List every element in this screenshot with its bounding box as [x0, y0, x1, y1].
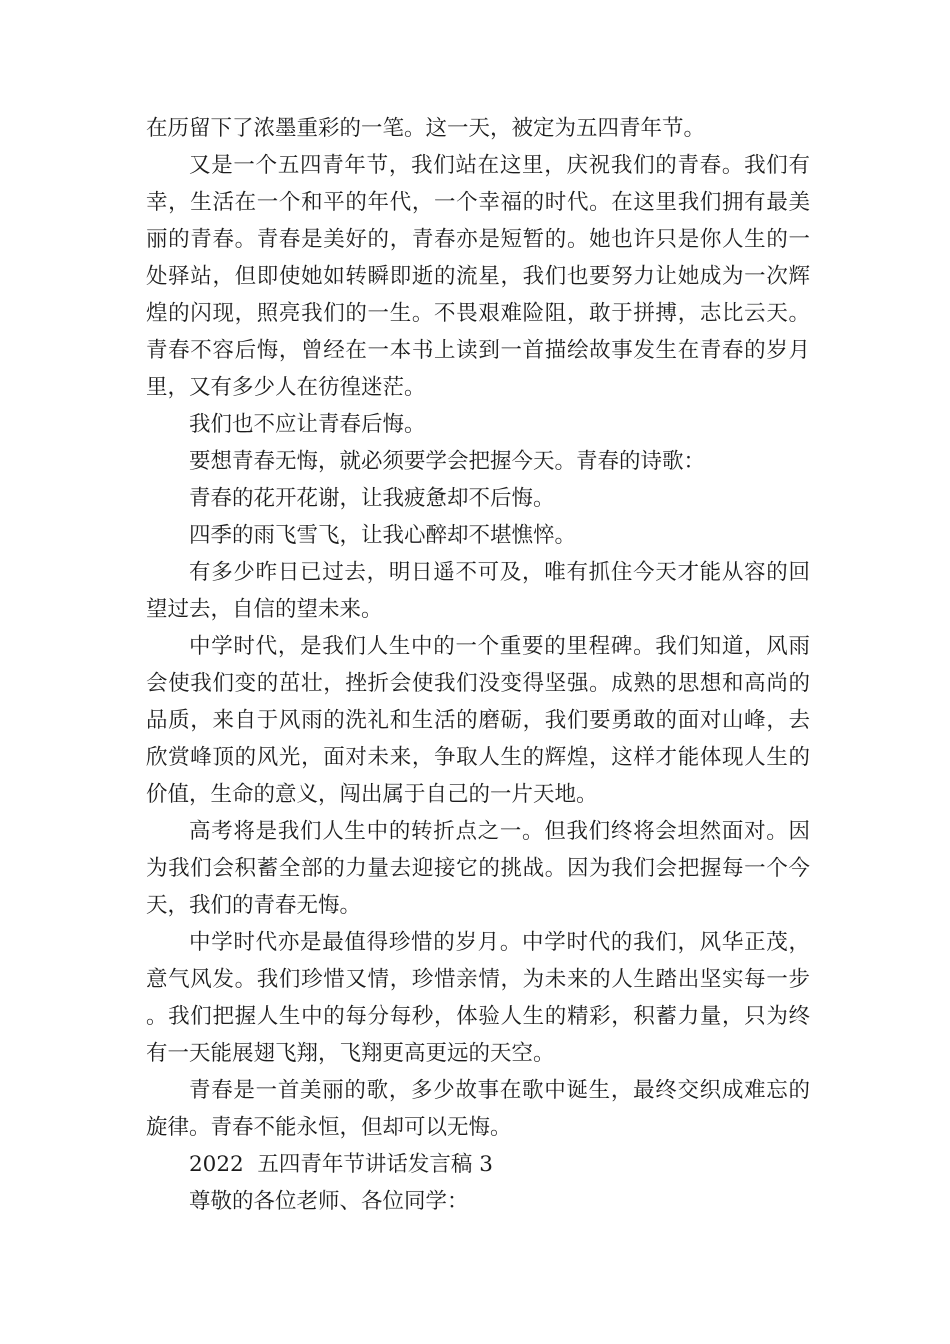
poem-line-1: 青春的花开花谢，让我疲惫却不后悔。 — [189, 486, 555, 511]
paragraph-6: 中学时代，是我们人生中的一个重要的里程碑。我们知道，风雨会使我们变的茁壮，挫折会使我们没变得坚强。成熟的思想和高尚的品质，来自于风雨的洗礼和生活的磨砺，我们要勇敢的面对山峰，去欣赏峰顶的风光，面对未来，争取人生的辉煌，这样才能体现人生的价值，生命的意义，闯出属于自己的一片天地。 — [146, 634, 810, 807]
paragraph-2: 又是一个五四青年节，我们站在这里，庆祝我们的青春。我们有幸，生活在一个和平的年代，一个幸福的时代。在这里我们拥有最美丽的青春。青春是美好的，青春亦是短暂的。她也许只是你人生的一处驿站，但即使她如转瞬即逝的流星，我们也要努力让她成为一次辉煌的闪现，照亮我们的一生。不畏艰难险阻，敢于拼搏，志比云天。青春不容后悔，曾经在一本书上读到一首描绘故事发生在青春的岁月里，又有多少人在彷徨迷茫。 — [146, 153, 810, 400]
paragraph-5: 有多少昨日已过去，明日遥不可及，唯有抓住今天才能从容的回望过去，自信的望未来。 — [146, 560, 810, 622]
paragraph-9: 青春是一首美丽的歌，多少故事在歌中诞生，最终交织成难忘的旋律。青春不能永恒，但却可以无悔。 — [146, 1078, 810, 1140]
paragraph-1: 在历留下了浓墨重彩的一笔。这一天，被定为五四青年节。 — [146, 116, 706, 141]
poem-line-2: 四季的雨飞雪飞，让我心醉却不堪憔悴。 — [189, 523, 577, 548]
paragraph-3: 我们也不应让青春后悔。 — [189, 412, 426, 437]
paragraph-8: 中学时代亦是最值得珍惜的岁月。中学时代的我们，风华正茂，意气风发。我们珍惜又情，珍惜亲情，为未来的人生踏出坚实每一步。我们把握人生中的每分每秒，体验人生的精彩，积蓄力量，只为终有一天能展翅飞翔，飞翔更高更远的天空。 — [146, 930, 810, 1066]
document-body — [146, 110, 810, 1220]
paragraph-4: 要想青春无悔，就必须要学会把握今天。青春的诗歌： — [189, 449, 706, 474]
section-heading: 2022 五四青年节讲话发言稿 3 — [189, 1152, 493, 1177]
paragraph-7: 高考将是我们人生中的转折点之一。但我们终将会坦然面对。因为我们会积蓄全部的力量去迎接它的挑战。因为我们会把握每一个今天，我们的青春无悔。 — [146, 819, 810, 918]
salutation: 尊敬的各位老师、各位同学： — [189, 1189, 469, 1214]
